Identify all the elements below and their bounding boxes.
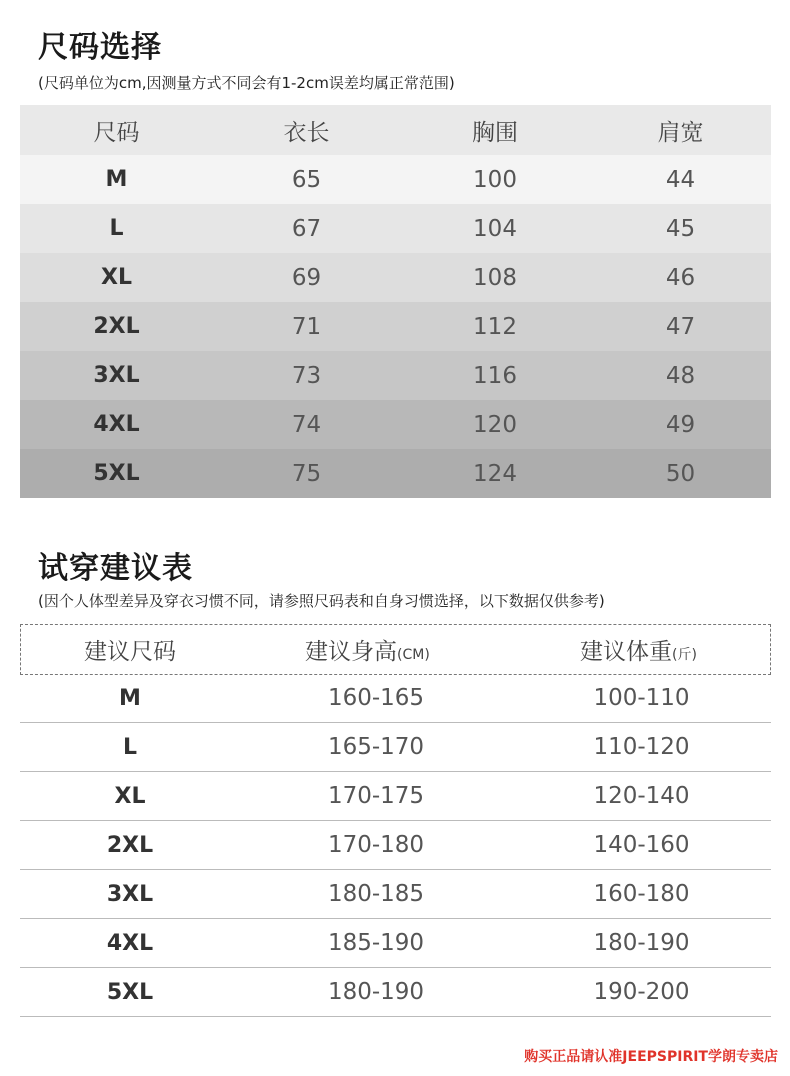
table-row	[20, 723, 771, 772]
shoulder-value: 44	[665, 166, 696, 193]
table-row	[20, 253, 771, 302]
length-value: 67	[291, 215, 322, 242]
size-label: XL	[20, 772, 240, 821]
size-label: M	[20, 674, 240, 723]
height-range: 170-180	[240, 821, 512, 870]
size-label: 2XL	[93, 314, 140, 339]
height-range: 160-165	[240, 674, 512, 723]
height-range: 185-190	[240, 919, 512, 968]
fit-guide-title: 试穿建议表	[38, 551, 193, 586]
header-length: 衣长	[283, 119, 330, 146]
table-row	[20, 449, 771, 498]
table-row	[20, 870, 771, 919]
table-row	[20, 155, 771, 204]
height-range: 180-185	[240, 870, 512, 919]
shoulder-value: 49	[665, 411, 696, 438]
weight-range: 140-160	[512, 821, 771, 870]
size-chart-header-row	[20, 105, 771, 155]
size-label: XL	[101, 265, 132, 290]
table-row	[20, 674, 771, 723]
shoulder-value: 47	[665, 313, 696, 340]
chest-value: 100	[473, 166, 517, 193]
height-range: 165-170	[240, 723, 512, 772]
chest-value: 120	[473, 411, 517, 438]
chest-value: 108	[473, 264, 517, 291]
weight-range: 100-110	[512, 674, 771, 723]
height-unit: (CM)	[397, 647, 430, 663]
length-value: 73	[291, 362, 322, 389]
length-value: 74	[291, 411, 322, 438]
length-value: 65	[291, 166, 322, 193]
weight-range: 110-120	[512, 723, 771, 772]
weight-range: 160-180	[512, 870, 771, 919]
size-label: 4XL	[20, 919, 240, 968]
chest-value: 104	[473, 215, 517, 242]
length-value: 71	[291, 313, 322, 340]
shoulder-value: 50	[665, 460, 696, 487]
header-recommended-weight: 建议体重(斤)	[580, 639, 697, 665]
shoulder-value: 48	[665, 362, 696, 389]
table-row	[20, 204, 771, 253]
table-row	[20, 772, 771, 821]
table-row	[20, 821, 771, 870]
size-label: L	[20, 723, 240, 772]
table-row	[20, 919, 771, 968]
size-label: M	[105, 167, 128, 192]
header-chest: 胸围	[472, 119, 518, 146]
size-label: 4XL	[93, 412, 140, 437]
table-row	[20, 351, 771, 400]
header-size: 尺码	[93, 119, 140, 146]
fit-guide-note: (因个人体型差异及穿衣习惯不同，请参照尺码表和自身习惯选择，以下数据仅供参考)	[38, 592, 605, 610]
size-label: L	[109, 216, 124, 241]
weight-range: 190-200	[512, 968, 771, 1017]
weight-unit: (斤)	[672, 647, 697, 663]
size-label: 3XL	[20, 870, 240, 919]
length-value: 75	[291, 460, 322, 487]
size-label: 5XL	[20, 968, 240, 1017]
shoulder-value: 45	[665, 215, 696, 242]
header-shoulder: 肩宽	[657, 119, 704, 146]
fit-guide-table	[20, 674, 771, 1017]
header-recommended-height: 建议身高(CM)	[305, 639, 430, 665]
table-row	[20, 302, 771, 351]
size-label: 3XL	[93, 363, 140, 388]
height-range: 170-175	[240, 772, 512, 821]
chest-value: 112	[473, 313, 517, 340]
chest-value: 124	[473, 460, 517, 487]
size-label: 5XL	[93, 461, 140, 486]
store-watermark: 购买正品请认准JEEPSPIRIT学朗专卖店	[524, 1049, 778, 1065]
length-value: 69	[291, 264, 322, 291]
chest-value: 116	[473, 362, 517, 389]
size-chart-note: (尺码单位为cm,因测量方式不同会有1-2cm误差均属正常范围)	[38, 74, 455, 92]
fit-guide-header-row	[20, 624, 771, 675]
weight-range: 180-190	[512, 919, 771, 968]
table-row	[20, 400, 771, 449]
size-label: 2XL	[20, 821, 240, 870]
header-recommended-size: 建议尺码	[84, 639, 176, 665]
size-chart-table	[20, 105, 771, 498]
weight-range: 120-140	[512, 772, 771, 821]
table-row	[20, 968, 771, 1017]
height-range: 180-190	[240, 968, 512, 1017]
size-chart-title: 尺码选择	[38, 30, 162, 65]
shoulder-value: 46	[665, 264, 696, 291]
